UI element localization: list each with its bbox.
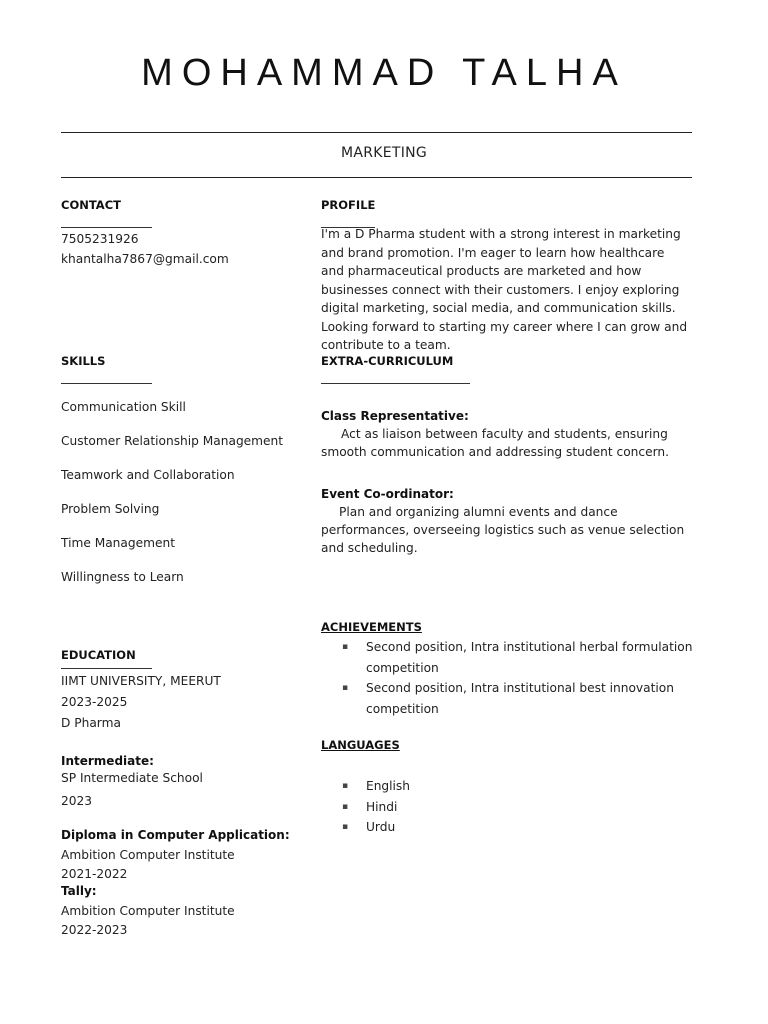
education-tally-title: Tally: <box>61 884 97 898</box>
contact-phone: 7505231926 <box>61 232 139 246</box>
extra-item-title: Event Co-ordinator: <box>321 487 454 501</box>
skill-item: Willingness to Learn <box>61 570 184 584</box>
language-item <box>321 797 621 818</box>
contact-email: khantalha7867@gmail.com <box>61 252 229 266</box>
skill-item: Communication Skill <box>61 400 186 414</box>
extra-item-line: performances, overseeing logistics such as venue selection <box>321 523 685 537</box>
profile-line: businesses connect with their customers. I enjoy exploring <box>321 282 680 297</box>
education-degree: D Pharma <box>61 716 121 730</box>
extra-item-title: Class Representative: <box>321 409 469 423</box>
skill-item: Customer Relationship Management <box>61 434 284 448</box>
achievements-list <box>321 637 701 719</box>
skill-item: Teamwork and Collaboration <box>61 468 235 482</box>
extra-item-line: Plan and organizing alumni events and dance <box>339 505 618 519</box>
achievement-item <box>321 678 701 719</box>
contact-heading: CONTACT <box>61 198 121 212</box>
education-inter-year: 2023 <box>61 794 93 808</box>
extra-heading: EXTRA-CURRICULUM <box>321 354 454 368</box>
languages-heading: LANGUAGES <box>321 738 400 752</box>
language-item <box>321 776 621 797</box>
profile-heading: PROFILE <box>321 198 376 212</box>
resume-name: MOHAMMAD TALHA <box>141 52 627 94</box>
header-bottom-rule <box>61 177 692 178</box>
language-label: Urdu <box>366 820 396 834</box>
skills-heading: SKILLS <box>61 354 106 368</box>
education-diploma-title: Diploma in Computer Application: <box>61 828 290 842</box>
education-heading-rule <box>61 668 152 669</box>
language-label: English <box>366 779 411 793</box>
bullet-icon: ▪ <box>342 642 349 652</box>
profile-line: Looking forward to starting my career where I can grow and <box>321 319 688 334</box>
education-years: 2023-2025 <box>61 695 128 709</box>
education-university: IIMT UNIVERSITY, MEERUT <box>61 674 221 688</box>
skill-item: Problem Solving <box>61 502 160 516</box>
language-item <box>321 817 621 838</box>
header-top-rule <box>61 132 692 133</box>
profile-line: and pharmaceutical products are marketed and how <box>321 264 642 278</box>
education-inter-title: Intermediate: <box>61 754 154 768</box>
bullet-icon: ▪ <box>342 801 349 812</box>
contact-heading-rule <box>61 227 152 228</box>
language-label: Hindi <box>366 799 398 814</box>
profile-line: and brand promotion. I'm eager to learn how healthcare <box>321 245 665 260</box>
languages-list <box>321 776 621 838</box>
extra-item-line: Act as liaison between faculty and students, ensuring <box>341 427 668 441</box>
education-tally-school: Ambition Computer Institute <box>61 904 235 918</box>
achievement-item <box>321 637 701 678</box>
profile-line: I'm a D Pharma student with a strong interest in marketing <box>321 227 681 241</box>
bullet-icon: ▪ <box>342 822 349 832</box>
profile-line: contribute to a team. <box>321 338 451 352</box>
education-tally-years: 2022-2023 <box>61 923 128 937</box>
extra-item-line: and scheduling. <box>321 541 418 555</box>
achievement-line: Second position, Intra institutional herbal formulation <box>366 640 693 654</box>
achievement-line: Second position, Intra institutional best innovation <box>366 681 674 695</box>
achievement-line: competition <box>366 701 439 716</box>
education-inter-school: SP Intermediate School <box>61 771 203 785</box>
education-diploma-school: Ambition Computer Institute <box>61 848 235 862</box>
skill-item: Time Management <box>61 536 175 550</box>
education-diploma-years: 2021-2022 <box>61 867 128 881</box>
bullet-icon: ▪ <box>342 781 349 791</box>
extra-item-line: smooth communication and addressing student concern. <box>321 445 669 459</box>
resume-role: MARKETING <box>340 145 428 161</box>
skills-heading-rule <box>61 383 152 384</box>
extra-heading-rule <box>321 383 470 384</box>
bullet-icon: ▪ <box>342 683 349 693</box>
profile-text <box>321 225 701 355</box>
achievements-heading: ACHIEVEMENTS <box>321 620 422 634</box>
achievement-line: competition <box>366 660 439 675</box>
education-heading: EDUCATION <box>61 648 136 662</box>
profile-line: digital marketing, social media, and communication skills. <box>321 301 676 315</box>
